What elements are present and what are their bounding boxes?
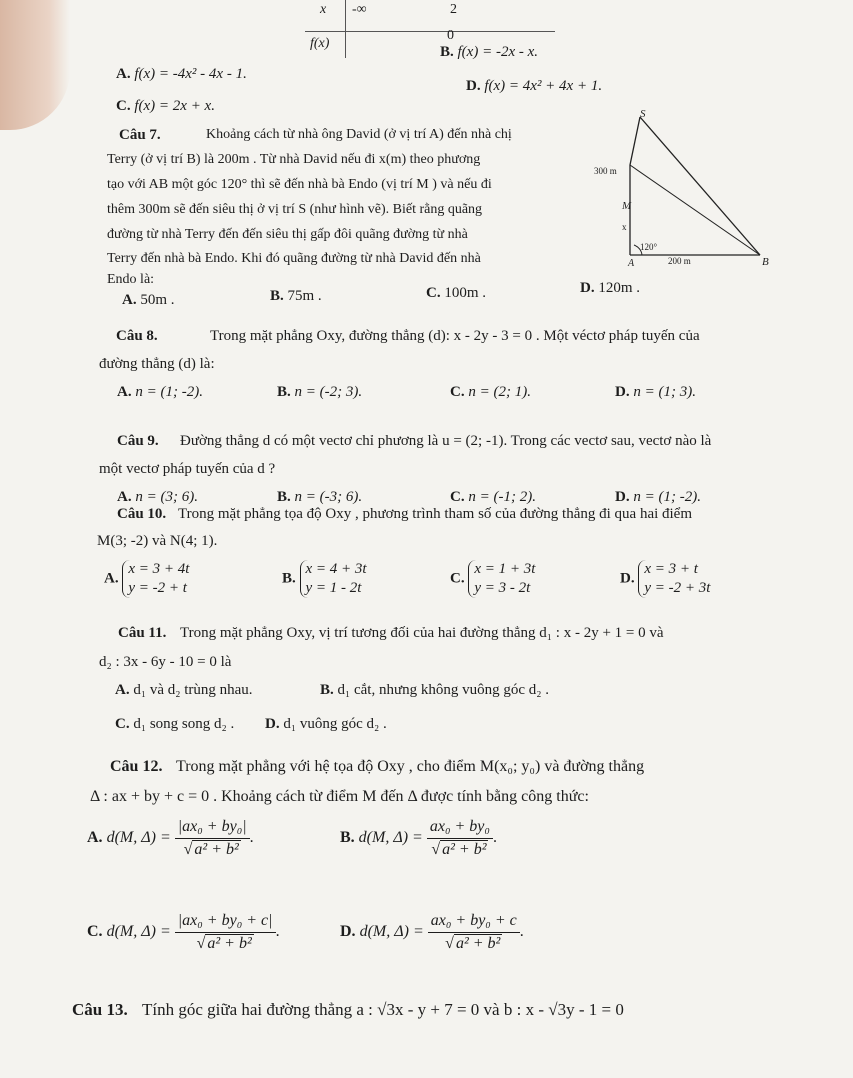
q9-option-c: n = (-1; 2).: [468, 489, 536, 505]
fig-label-300: 300 m: [594, 166, 617, 176]
fig-label-a: A: [628, 258, 635, 269]
q13-label: Câu 13.: [72, 1000, 128, 1019]
q10-text-2: M(3; -2) và N(4; 1).: [97, 533, 218, 549]
q11-text-2: d₂ : 3x - 6y - 10 = 0 là: [99, 654, 232, 670]
prev-option-d: f(x) = 4x² + 4x + 1.: [484, 78, 603, 94]
q11-text: Trong mặt phẳng Oxy, vị trí tương đối của hai đường thẳng d₁ : x - 2y + 1 = 0 và: [180, 625, 664, 641]
q7-line-4: thêm 300m sẽ đến siêu thị ở vị trí S (như hình vẽ). Biết rằng quãng: [107, 202, 483, 217]
q7-triangle-figure: [590, 105, 810, 280]
q8-text: Trong mặt phẳng Oxy, đường thẳng (d): x - 2y - 3 = 0 . Một véctơ pháp tuyến của: [210, 328, 700, 344]
q7-line-2: Terry (ở vị trí B) là 200m . Từ nhà David nếu đi x(m) theo phương: [107, 152, 481, 167]
table-fx: f(x): [310, 36, 330, 51]
q7-line-7: Endo là:: [107, 272, 155, 287]
q10-option-d: x = 3 + t y = -2 + 3t: [638, 560, 710, 598]
q7-label: Câu 7.: [119, 127, 161, 143]
q9-option-a: n = (3; 6).: [135, 489, 198, 505]
table-x: x: [320, 2, 327, 17]
q12-label: Câu 12.: [110, 758, 163, 775]
q12-option-b: $\frac{\text{ax₀ + by₀}}{\text{√ a² + b²}}$: [427, 818, 493, 859]
prev-option-b: f(x) = -2x - x.: [457, 44, 539, 60]
q10-option-b: x = 4 + 3t y = 1 - 2t: [300, 560, 367, 598]
fig-label-200: 200 m: [668, 256, 691, 266]
q7-option-d: 120m .: [598, 280, 641, 296]
finger-shadow: [0, 0, 70, 130]
q9-text: Đường thẳng d có một vectơ chỉ phương là u = (2; -1). Trong các vectơ sau, vectơ nào là: [180, 433, 712, 449]
q8-option-b: n = (-2; 3).: [294, 384, 363, 400]
fig-label-m: M: [622, 200, 632, 212]
q7-line-5: đường từ nhà Terry đến đến siêu thị gấp đôi quãng đường từ nhà: [107, 227, 468, 242]
q12-option-d: $\frac{\text{ax₀ + by₀ + c}}{\text{√ a² + b²}}$: [428, 912, 520, 953]
q11-option-b: d₁ cắt, nhưng không vuông góc d₂ .: [337, 682, 549, 698]
table-2: 2: [450, 2, 457, 17]
q12-option-a: $\frac{\text{|ax₀ + by₀|}}{\text{√ a² + b²}}$: [175, 818, 250, 859]
q9-text-2: một vectơ pháp tuyến của d ?: [99, 461, 276, 477]
q9-option-d: n = (1; -2).: [633, 489, 701, 505]
q10-option-c: x = 1 + 3t y = 3 - 2t: [468, 560, 535, 598]
table-zero: 0: [447, 28, 454, 43]
q8-option-c: n = (2; 1).: [468, 384, 531, 400]
fig-label-s: S: [640, 108, 646, 120]
q10-label: Câu 10.: [117, 506, 167, 522]
q9-label: Câu 9.: [117, 433, 159, 449]
q12-text-2: Δ : ax + by + c = 0 . Khoảng cách từ điểm M đến Δ được tính bằng công thức:: [90, 788, 589, 805]
q11-option-d: d₁ vuông góc d₂ .: [283, 716, 387, 732]
q11-option-a: d₁ và d₂ trùng nhau.: [133, 682, 253, 698]
q13-text: Tính góc giữa hai đường thẳng a : √3x - y + 7 = 0 và b : x - √3y - 1 = 0: [142, 1000, 624, 1019]
q7-line-6: Terry đến nhà bà Endo. Khi đó quãng đường từ nhà David đến nhà: [107, 251, 481, 266]
fig-label-angle: 120°: [640, 242, 658, 252]
q12-text: Trong mặt phẳng với hệ tọa độ Oxy , cho điểm M(x₀; y₀) và đường thẳng: [176, 758, 645, 775]
q7-line-1: Khoảng cách từ nhà ông David (ở vị trí A) đến nhà chị: [206, 127, 512, 142]
q9-option-b: n = (-3; 6).: [294, 489, 363, 505]
q7-option-c: 100m .: [444, 285, 487, 301]
q7-option-a: 50m .: [140, 292, 175, 308]
fig-label-b: B: [762, 256, 769, 268]
q8-option-a: n = (1; -2).: [135, 384, 203, 400]
q11-label: Câu 11.: [118, 625, 167, 641]
q7-option-b: 75m .: [287, 288, 322, 304]
prev-option-c: f(x) = 2x + x.: [134, 98, 215, 114]
q8-text-2: đường thẳng (d) là:: [99, 356, 215, 372]
q8-label: Câu 8.: [116, 328, 158, 344]
q7-line-3: tạo với AB một góc 120° thì sẽ đến nhà bà Endo (vị trí M ) và nếu đi: [107, 177, 492, 192]
q10-text: Trong mặt phẳng tọa độ Oxy , phương trình tham số của đường thẳng đi qua hai điểm: [178, 506, 693, 522]
q10-option-a: x = 3 + 4t y = -2 + t: [122, 560, 189, 598]
fig-label-x: x: [622, 222, 627, 232]
prev-option-a: f(x) = -4x² - 4x - 1.: [134, 66, 247, 82]
q11-option-c: d₁ song song d₂ .: [133, 716, 235, 732]
q12-option-c: $\frac{\text{|ax₀ + by₀ + c|}}{\text{√ a² + b²}}$: [175, 912, 276, 953]
q8-option-d: n = (1; 3).: [633, 384, 696, 400]
table-neg-inf: -∞: [352, 2, 367, 17]
